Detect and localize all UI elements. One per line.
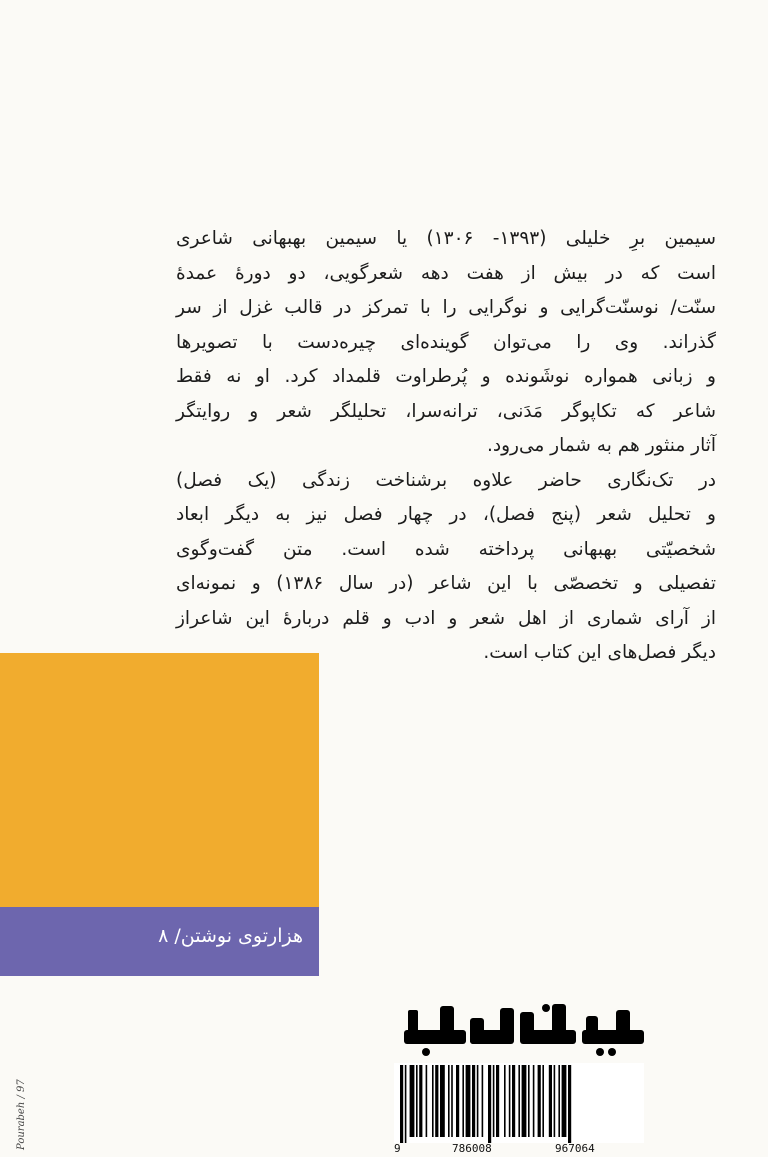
- signature-text: Pourabeh / 97: [16, 1079, 27, 1150]
- blurb-line: آثار منثور هم به شمار می‌رود.: [486, 435, 716, 456]
- blurb-line: از آرای شماری از اهل شعر و ادب و قلم دربارهٔ این شاعراز: [176, 607, 716, 629]
- blurb-line: شخصیّتی بهبهانی پرداخته شده است. متن گفت‌وگوی: [176, 538, 716, 560]
- series-band: [0, 907, 319, 976]
- blurb-line: و تحلیل شعر (پنج فصل)، در چهار فصل نیز به دیگر ابعاد: [176, 504, 716, 525]
- blurb-line: تفصیلی و تخصصّی با این شاعر (در سال ۱۳۸۶) و نمونه‌ای: [176, 573, 716, 594]
- series-label: هزارتوی نوشتن/ ۸: [158, 925, 303, 947]
- barcode-digits: 967064: [555, 1142, 595, 1155]
- blurb-line: گذراند. وی را می‌توان گوینده‌ای چیره‌دست با تصویرها: [176, 331, 716, 353]
- blurb-line: سنّت/ نوسنّت‌گرایی و نوگرایی را با تمرکز در قالب غزل از سر: [176, 297, 716, 318]
- barcode-digits: 786008: [452, 1142, 492, 1155]
- isbn-barcode: [394, 1063, 644, 1143]
- publisher-logo: [400, 1000, 648, 1058]
- blurb-line: دیگر فصل‌های این کتاب است.: [483, 642, 716, 663]
- barcode-digits: 9: [394, 1142, 401, 1155]
- orange-color-block: [0, 653, 319, 907]
- designer-signature: [8, 1040, 36, 1150]
- blurb-line: در تک‌نگاری حاضر علاوه برشناخت زندگی (یک فصل): [176, 469, 716, 491]
- blurb-line: شاعر که تکاپوگر مَدَنی، ترانه‌سرا، تحلیلگر شعر و روایتگر: [176, 400, 716, 422]
- cover-blurb: [176, 222, 716, 671]
- blurb-line: است که در بیش از هفت دهه شعرگویی، دو دورهٔ عمدهٔ: [176, 262, 716, 284]
- blurb-line: سیمین برِ خلیلی (۱۳۹۳- ۱۳۰۶) یا سیمین بهبهانی شاعری: [176, 228, 716, 249]
- blurb-line: و زبانی همواره نوشَونده و پُرطراوت قلمداد کرد. او نه فقط: [176, 366, 716, 387]
